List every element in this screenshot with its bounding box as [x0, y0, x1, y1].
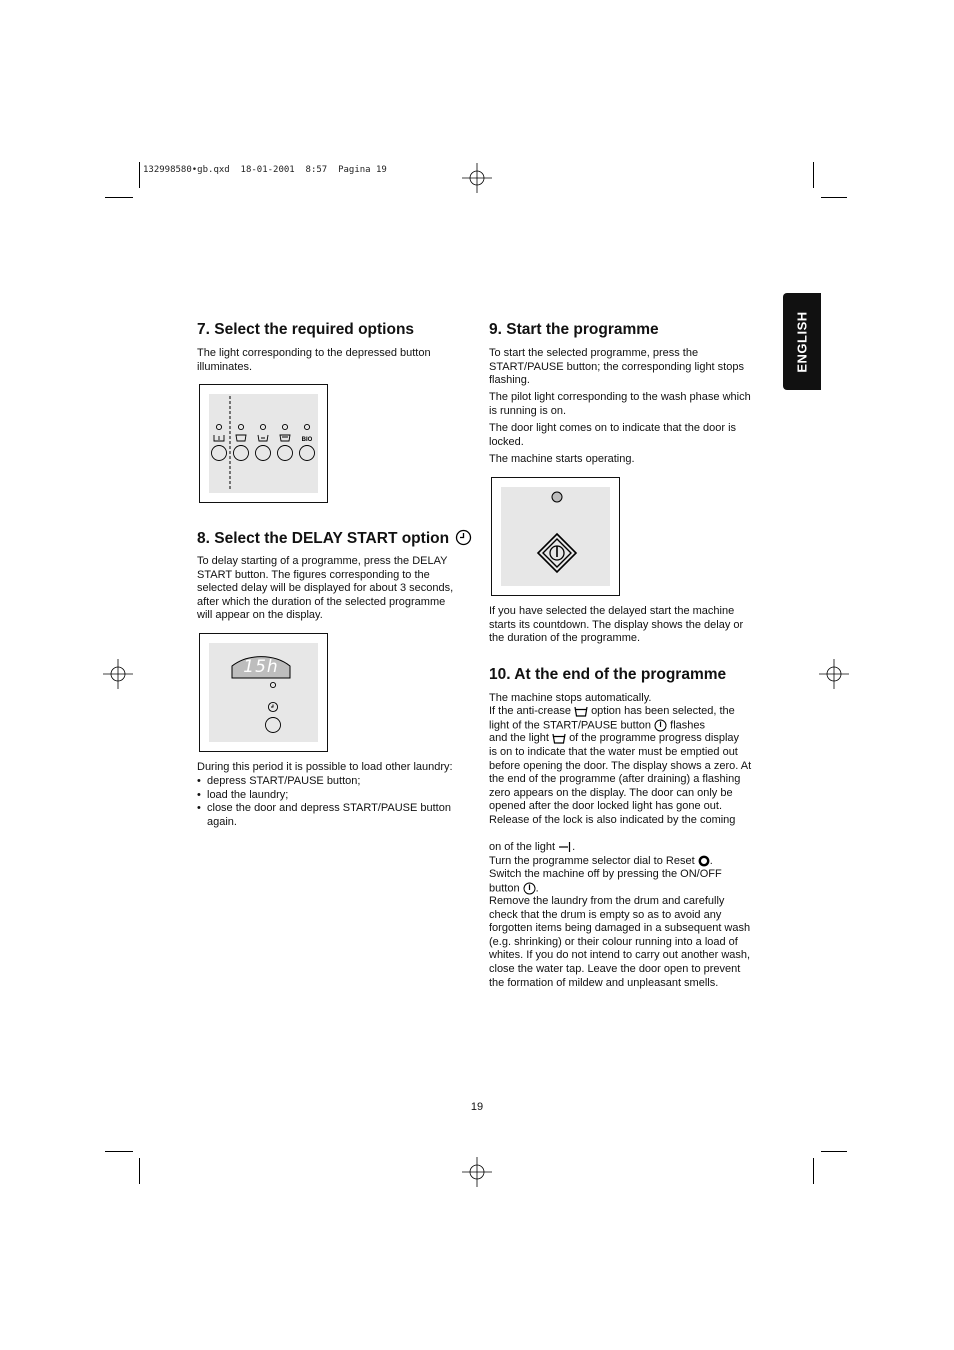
section-9-p1: To start the selected programme, press the START/PAUSE button; the corresponding light stops flashing.: [489, 347, 744, 387]
registration-mark-icon: [819, 659, 849, 689]
bio-label: BIO: [301, 437, 313, 443]
options-panel-illustration: [199, 384, 328, 503]
start-pause-button-icon: [501, 487, 608, 584]
page-number: 19: [470, 1101, 484, 1113]
section-10-line9: [489, 882, 755, 896]
start-pause-icon: [654, 719, 667, 732]
on-off-icon: [523, 882, 536, 895]
text-fragment: .: [535, 882, 539, 895]
anti-crease-icon: [574, 706, 588, 717]
crop-mark: [821, 1151, 847, 1152]
section-8-title: [197, 530, 472, 548]
crop-mark: [139, 162, 140, 188]
section-10-line7: [489, 855, 755, 869]
section-9-p4: The machine starts operating.: [489, 453, 635, 465]
section-7-text: The light corresponding to the depressed button illuminates.: [197, 347, 431, 373]
crop-mark: [813, 1158, 814, 1184]
crop-mark: [821, 197, 847, 198]
file-info-header: 132998580•gb.qxd 18-01-2001 8:57 Pagina 19: [143, 165, 387, 175]
section-9-p3: The door light comes on to indicate that the door is locked.: [489, 422, 737, 448]
start-pause-panel-illustration: [491, 477, 620, 596]
section-10-line3: [489, 719, 755, 733]
text-fragment: Turn the programme selector dial to Reset: [489, 855, 695, 867]
crop-mark: [105, 1151, 133, 1152]
door-unlocked-icon: [558, 841, 572, 853]
section-10-line4: [489, 732, 755, 746]
language-tab-label: ENGLISH: [794, 310, 810, 373]
section-7-title: 7. Select the required options: [197, 321, 415, 338]
reset-icon: [698, 855, 710, 867]
list-item: • depress START/PAUSE button;: [197, 775, 463, 789]
registration-mark-icon: [462, 163, 492, 193]
crop-mark: [139, 1158, 140, 1184]
section-10-line1: The machine stops automatically.: [489, 692, 652, 704]
section-10-line6: [489, 841, 755, 855]
section-10-line10: Remove the laundry from the drum and carefully check that the drum is empty so as to avoid any forgotten items being damaged in a subsequent wash (e.g. shrinking) or their colour running into a load of whites. If you do not intend to carry out another wash, close the water tap. Leave the door open to prevent the formation of mildew and unpleasant smells.: [489, 895, 751, 989]
text-fragment: If the anti-crease: [489, 705, 571, 717]
registration-mark-icon: [462, 1157, 492, 1187]
section-8-text: To delay starting of a programme, press the DELAY START button. The figures corresponding to the selected delay will be displayed for about 3 seconds, after which the duration of the selected programme will appear on the display.: [197, 555, 454, 622]
crop-mark: [813, 162, 814, 188]
text-fragment: on of the light: [489, 841, 556, 853]
delay-display-value: 15h: [243, 657, 279, 677]
option-buttons-icon: [209, 394, 316, 491]
section-10-line8: Switch the machine off by pressing the ON/OFF: [489, 868, 722, 880]
section-8-during-text: During this period it is possible to load other laundry:: [197, 761, 453, 773]
section-8-title-text: 8. Select the DELAY START option: [197, 530, 450, 547]
text-fragment: flashes: [670, 719, 706, 732]
text-fragment: option has been selected, the: [591, 705, 735, 717]
text-fragment: .: [572, 841, 576, 853]
section-10-title: 10. At the end of the programme: [489, 666, 727, 683]
text-fragment: light of the START/PAUSE button: [489, 719, 652, 732]
section-8-bullets: [197, 775, 463, 829]
drain-icon: [552, 733, 566, 744]
delay-panel-illustration: [199, 633, 328, 752]
clock-icon: [455, 529, 472, 546]
crop-mark: [105, 197, 133, 198]
section-10-line2: [489, 705, 755, 719]
text-fragment: and the light: [489, 732, 549, 744]
registration-mark-icon: [103, 659, 133, 689]
text-fragment: of the programme progress display: [569, 732, 740, 744]
text-fragment: button: [489, 882, 520, 895]
section-10-line5: is on to indicate that the water must be emptied out before opening the door. The display shows a zero. At the end of the programme (after draining) a flashing zero appears on the display. The door can only be opened after the door locked light has gone out. Release of the lock is also indicated by the coming: [489, 746, 752, 826]
list-item: • close the door and depress START/PAUSE button again.: [197, 802, 463, 829]
section-9-p2: The pilot light corresponding to the wash phase which is running is on.: [489, 391, 751, 417]
language-tab: [783, 293, 821, 390]
text-fragment: .: [709, 855, 713, 867]
list-item: • load the laundry;: [197, 789, 463, 803]
section-9-p5: If you have selected the delayed start the machine starts its countdown. The display shows the delay or the duration of the programme.: [489, 605, 744, 645]
section-9-title: 9. Start the programme: [489, 321, 659, 338]
